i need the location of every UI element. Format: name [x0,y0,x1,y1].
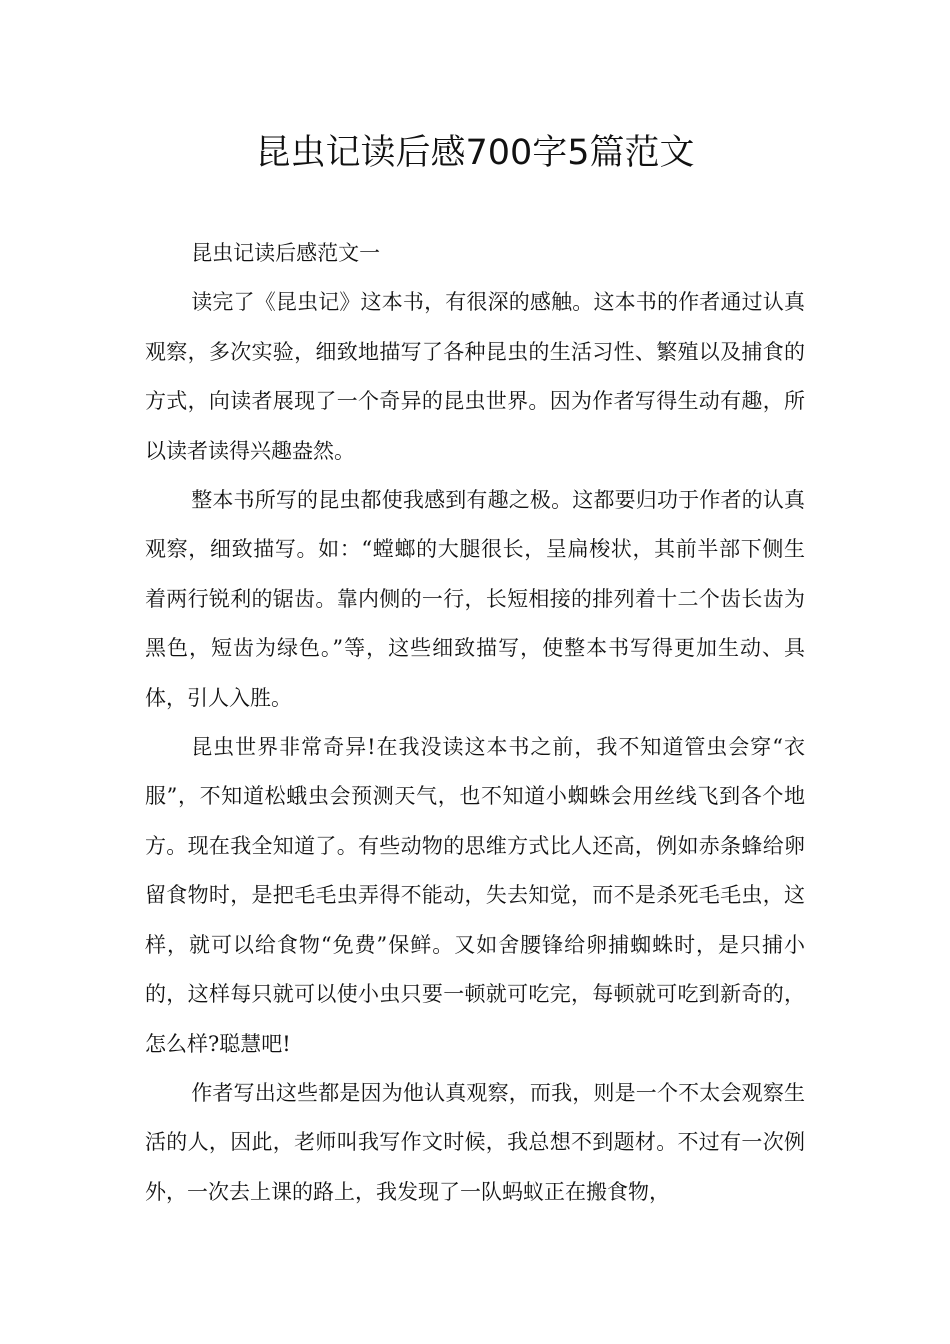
paragraph: 整本书所写的昆虫都使我感到有趣之极。这都要归功于作者的认真观察，细致描写。如：“螳螂的大腿很长，呈扁梭状，其前半部下侧生着两行锐利的锯齿。靠内侧的一行，长短相接的排列着十二个齿长齿为黑色，短齿为绿色。”等，这些细致描写，使整本书写得更加生动、具体，引人入胜。 [145,488,805,710]
paragraph: 读完了《昆虫记》这本书，有很深的感触。这本书的作者通过认真观察，多次实验，细致地描写了各种昆虫的生活习性、繁殖以及捕食的方式，向读者展现了一个奇异的昆虫世界。因为作者写得生动有趣，所以读者读得兴趣盎然。 [145,290,805,463]
paragraph: 昆虫世界非常奇异!在我没读这本书之前，我不知道管虫会穿“衣服”，不知道松蛾虫会预测天气，也不知道小蜘蛛会用丝线飞到各个地方。现在我全知道了。有些动物的思维方式比人还高，例如赤条蜂给卵留食物时，是把毛毛虫弄得不能动，失去知觉，而不是杀死毛毛虫，这样，就可以给食物“免费”保鲜。又如舍腰锋给卵捕蜘蛛时，是只捕小的，这样每只就可以使小虫只要一顿就可吃完，每顿就可吃到新奇的，怎么样?聪慧吧! [145,735,805,1056]
paragraph: 作者写出这些都是因为他认真观察，而我，则是一个不太会观察生活的人，因此，老师叫我写作文时候，我总想不到题材。不过有一次例外，一次去上课的路上，我发现了一队蚂蚁正在搬食物， [145,1080,805,1204]
page-title: 昆虫记读后感700字5篇范文 [255,133,695,173]
section-heading: 昆虫记读后感范文一 [191,241,381,265]
document-body [145,229,805,1217]
